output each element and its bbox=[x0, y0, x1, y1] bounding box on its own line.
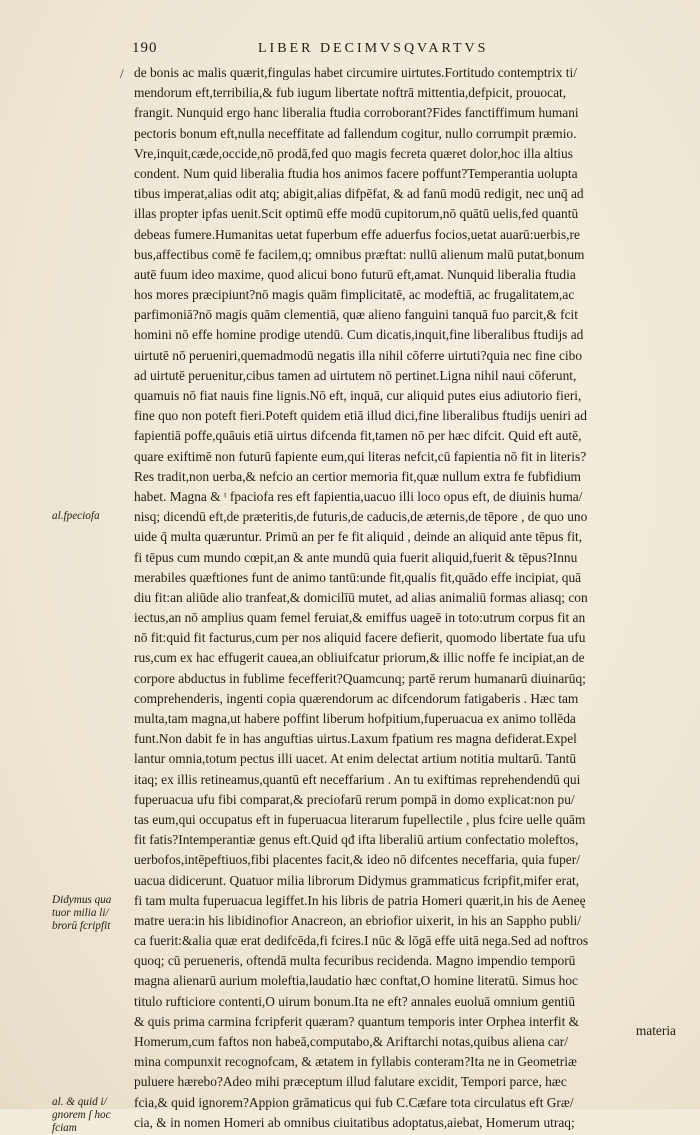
text-line: autē fuum ideo maxime, quod alicui bono futurū eft,amat. Nunquid liberalia ftudia bbox=[134, 266, 576, 282]
text-line: quoq; cū perueneris, oftendā multa fecuribus recidenda. Magno impendio temporū bbox=[134, 953, 576, 969]
text-line: parfimoniā?nō magis quām clementiā, quæ alieno fanguini tanquā fuo parcit,& fcit bbox=[134, 307, 578, 323]
text-line: mendorum eft,terribilia,& fub iugum libertate noftrā mittentia,defpicit, prouocat, bbox=[134, 85, 567, 101]
text-line: uide q̄ multa quæruntur. Primū an per fe fit aliquid , deinde an aliquid ante tēpus fit, bbox=[134, 529, 583, 545]
text-line: fi tam multa fuperuacua legiffet.In his libris de patria Homeri quærit,in his de Aeneę bbox=[134, 892, 586, 908]
marginal-note: al. & quid i/ gnorem ſ hoc fciam bbox=[52, 1096, 111, 1134]
text-line: fit fatis?Intemperantiæ genus eft.Quid qđ ifta liberaliū artium confectatio moleftos, bbox=[134, 832, 579, 848]
text-line: frangit. Nunquid ergo hanc liberalia ftudia corroborant?Fides fanctiffimum humani bbox=[134, 105, 579, 121]
text-line: puluere hærebo?Adeo mihi præceptum illud falutare excidit, Tempori parce, hæc bbox=[134, 1074, 567, 1090]
text-line: Homerum,cum faftos non habeā,computabo,& Ariftarchi notas,quibus aliena car/ bbox=[134, 1034, 568, 1049]
text-line: itaq; ex illis retineamus,quantū eft neceffarium . An tu exiftimas reprehendendū qui bbox=[134, 771, 581, 787]
text-line: nō fit:quid fit facturus,cum per nos aliquid facere defierit, quomodo libertate fua ufu bbox=[134, 630, 586, 646]
text-line: corpore abductus in fublime fecefferit?Quamcunq; partē rerum humanarū diuinarūq; bbox=[134, 670, 586, 686]
text-line: titulo rufticiore contenti,O uirum bonum.Ita ne eft? annales euoluā omnium gentiū bbox=[134, 993, 576, 1009]
text-line: hos mores præcipiunt?nō magis quām fimplicitatē, ac modeftiā, ac frugalitatem,ac bbox=[134, 287, 575, 303]
text-line: mina compunxit recognofcam, & ætatem in fyllabis conteram?Ita ne in Geometriæ bbox=[134, 1054, 577, 1070]
text-line: magna alienarū aurium moleftia,laudatio hæc conftat,O homine literatū. Simus hoc bbox=[134, 973, 578, 989]
text-line: nisq; dicendū eft,de præteritis,de futuris,de caducis,de æternis,de tēpore , de quo uno bbox=[134, 509, 588, 525]
text-line: quare exiftimē non futurū fapiente eum,qui literas nefcit,cū fapientia nō fit in literis? bbox=[134, 448, 587, 464]
text-line: fi tēpus cum mundo cœpit,an & ante mundū quia fuerit aliquid,fuerit & tēpus?Innu bbox=[134, 549, 578, 565]
text-line: ad uirtutē peruenitur,cibus tamen ad uirtutem nō pertinet.Ligna nihil naui cōferunt, bbox=[134, 367, 577, 383]
text-line: de bonis ac malis quærit,fingulas habet circumire uirtutes.Fortitudo contemptrix ti/ bbox=[134, 65, 577, 80]
text-line: diu fit:an aliūde alio tranfeat,& domicilīū mutet, ad alias animaliū formas aliasq; con bbox=[134, 589, 588, 605]
marginal-note: Didymus qua tuor milia li/ brorū fcripfit bbox=[52, 894, 112, 932]
main-text-block bbox=[134, 63, 682, 1133]
text-line: condent. Num quid liberalia ftudia hos animos facere poffunt?Temperantia uolupta bbox=[134, 165, 578, 181]
text-line: homini nō effe homine prodige utendū. Cum dicatis,inquit,fine liberalibus ftudijs ad bbox=[134, 327, 584, 343]
text-line: habet. Magna & ᵗ fpaciofa res eft fapientia,uacuo illi loco opus eft, de diuinis huma/ bbox=[134, 488, 583, 504]
text-line: Res tradit,non uerba,& nefcio an certior memoria fit,quæ nullum extra fe fubfidium bbox=[134, 468, 581, 484]
text-line: uerbofos,intēpeftiuos,fibi placentes facit,& ideo nō difcentes neceffaria, quia fuper/ bbox=[134, 852, 580, 868]
text-line: matre uera:in his libidinofior Anacreon, an ebriofior uixerit, in his an Sappho publi/ bbox=[134, 912, 581, 928]
text-line: multa,tam magna,ut habere poffint liberum hofpitium,fuperuacua ex animo tollēda bbox=[134, 711, 576, 726]
text-line: merabiles quæftiones funt de animo tantū:unde fit,qualis fit,quādo effe incipiat, quā bbox=[134, 569, 582, 585]
running-head: LIBER DECIMVSQVARTVS bbox=[258, 41, 489, 56]
text-line: fapientiā poffe,quāuis etiā uirtus difcenda fit,tamen nō per hæc difcit. Quid eft autē, bbox=[134, 428, 582, 444]
text-line: comprehenderis, ingenti copia quærendorum ac difcendorum fatigaberis . Hæc tam bbox=[134, 690, 579, 706]
text-line: ca fuerit:&alia quæ erat dedifcēda,fi fcires.I nūc & lōgā effe uitā nega.Sed ad noftros bbox=[134, 933, 589, 949]
marginal-note: al.fpeciofa bbox=[52, 510, 100, 523]
text-line: fine quo non poteft fieri.Poteft quidem etiā illud dici,fine liberalibus ftudijs ueniri ad bbox=[134, 408, 587, 424]
text-line: tibus imperat,alias odit atq; abigit,alias difpēfat, & ad fanū modū redigit, nec unq̄ ad bbox=[134, 186, 584, 202]
text-line: Vre,inquit,cæde,occide,nō prodā,fed quo magis fecreta quæret dolor,hoc illa altius bbox=[134, 145, 573, 161]
catchword: materia bbox=[635, 1023, 676, 1038]
text-line: & quis prima carmina fcripferit quæram? quantum temporis inter Orphea interfit & bbox=[134, 1013, 580, 1029]
text-line: uirtutē nō perueniri,quemadmodū negatis illa nihil cōferre uirtuti?quia nec fine cibo bbox=[134, 347, 583, 363]
text-line: cia, & in nomen Homeri ab omnibus ciuitatibus adoptatus,aiebat, Homerum utraq; bbox=[134, 1114, 575, 1130]
text-line: pectoris bonum eft,nulla neceffitate ad fallendum cogitur, nullo corrumpit præmio. bbox=[134, 125, 577, 141]
text-line: illas propter ipfas uenit.Scit optimū effe modū cupitorum,nō quātū uelis,fed quantū bbox=[134, 206, 579, 222]
text-line: fcia,& quid ignorem?Appion grāmaticus qui fub C.Cæfare tota circulatus eft Græ/ bbox=[134, 1094, 574, 1110]
paragraph-mark: / bbox=[120, 66, 124, 81]
text-line: fuperuacua ufu fibi comparat,& preciofarū rerum pompā in domo explicat:non pu/ bbox=[134, 791, 575, 807]
text-line: tas eum,qui occupatus eft in fuperuacua literarum fupellectile , plus fcire uelle quām bbox=[134, 811, 586, 827]
page-header bbox=[132, 40, 572, 62]
text-line: funt.Non dabit fe in has anguftias uirtus.Laxum fpatium res magna defiderat.Expel bbox=[134, 731, 577, 747]
page-number: 190 bbox=[132, 40, 158, 56]
text-line: lantur omnia,totum pectus illi uacet. At enim delectat artium notitia multarū. Tantū bbox=[134, 751, 577, 767]
text-line: rus,cum ex hac effugerit cauea,an obliuifcatur priorum,& illic noffe fe incipiat,an de bbox=[134, 650, 585, 666]
text-line: debeas fumere.Humanitas uetat fuperbum effe aduerfus focios,uetat auarū:uerbis,re bbox=[134, 226, 580, 242]
text-line: uacua didicerunt. Quatuor milia librorum Didymus grammaticus fcripfit,mifer erat, bbox=[134, 872, 580, 888]
text-line: quamuis nō fiat nauis fine lignis.Nō eft, inquā, cur aliquid putes eius adiutorio fieri, bbox=[134, 388, 582, 403]
text-line: bus,affectibus comē fe facilem,q; omnibus præftat: nullū alienum malū putat,bonum bbox=[134, 246, 585, 262]
text-line: iectus,an nō amplius quam femel feruiat,& emiffus uageē in toto:utrum corpus fit an bbox=[134, 610, 586, 626]
